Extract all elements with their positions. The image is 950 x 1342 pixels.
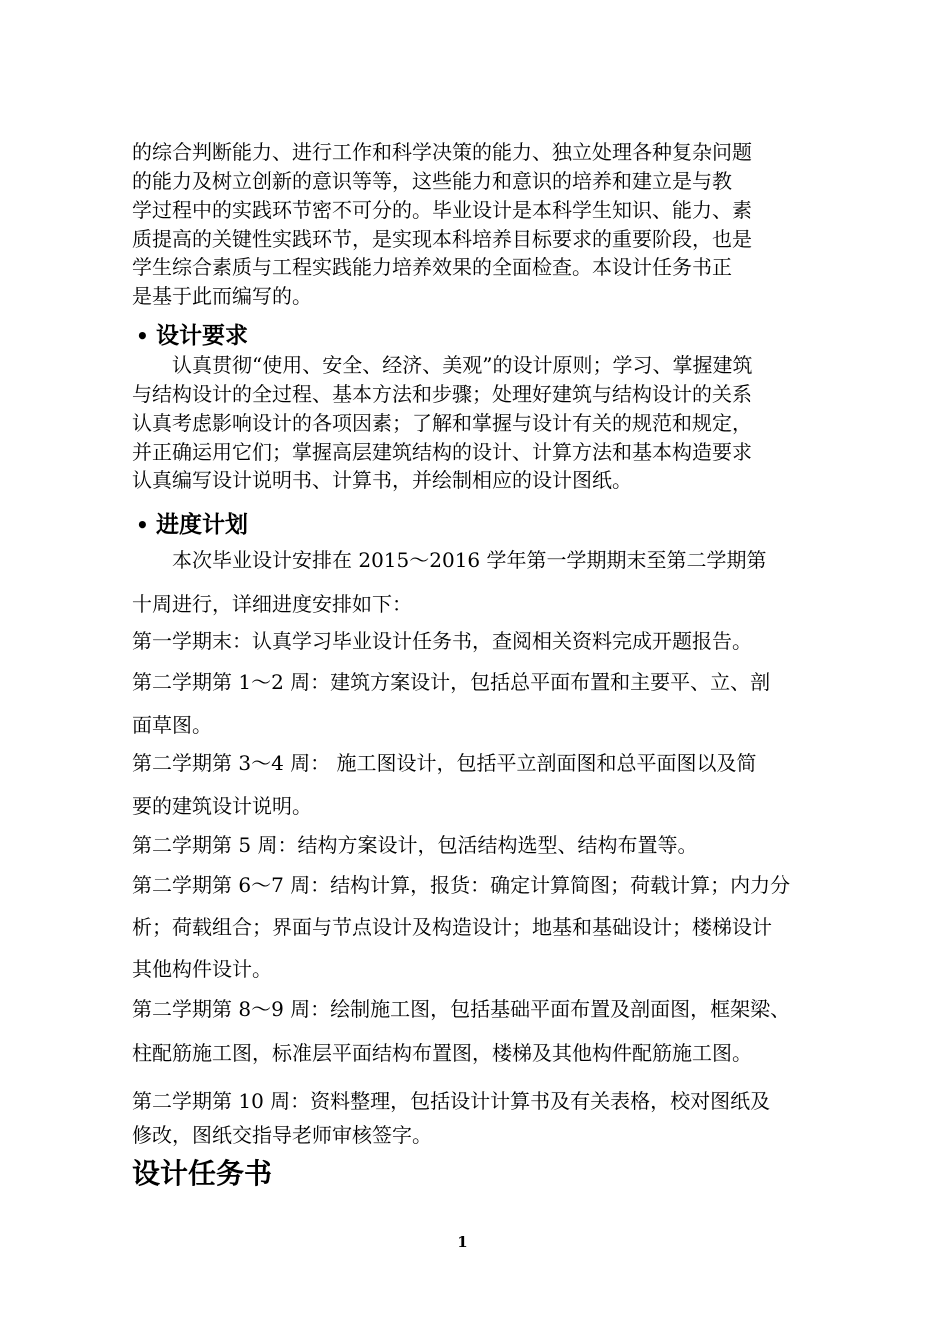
requirements-line-4: 并正确运用它们；掌握高层建筑结构的设计、计算方法和基本构造要求 bbox=[132, 440, 752, 464]
schedule-line-4: 第二学期第 1～2 周：建筑方案设计，包括总平面布置和主要平、立、剖 bbox=[132, 670, 771, 694]
intro-line-3: 学过程中的实践环节密不可分的。毕业设计是本科学生知识、能力、素 bbox=[132, 198, 752, 222]
requirements-line-5: 认真编写设计说明书、计算书，并绘制相应的设计图纸。 bbox=[132, 468, 632, 492]
schedule-line-5: 面草图。 bbox=[132, 713, 212, 737]
schedule-line-2: 十周进行，详细进度安排如下： bbox=[132, 592, 412, 616]
requirements-heading-text: 设计要求 bbox=[156, 323, 248, 349]
schedule-line-7: 要的建筑设计说明。 bbox=[132, 794, 312, 818]
intro-line-4: 质提高的关键性实践环节，是实现本科培养目标要求的重要阶段，也是 bbox=[132, 227, 752, 251]
schedule-line-11: 其他构件设计。 bbox=[132, 957, 272, 981]
intro-line-2: 的能力及树立创新的意识等等，这些能力和意识的培养和建立是与教 bbox=[132, 169, 732, 193]
task-book-heading: 设计任务书 bbox=[132, 1157, 273, 1190]
requirements-line-3: 认真考虑影响设计的各项因素；了解和掌握与设计有关的规范和规定， bbox=[132, 411, 752, 435]
schedule-heading-text: 进度计划 bbox=[156, 512, 248, 538]
schedule-line-9: 第二学期第 6～7 周：结构计算，报货：确定计算简图；荷载计算；内力分 bbox=[132, 873, 791, 897]
intro-line-6: 是基于此而编写的。 bbox=[132, 284, 312, 308]
intro-line-1: 的综合判断能力、进行工作和科学决策的能力、独立处理各种复杂问题 bbox=[132, 140, 752, 164]
intro-line-5: 学生综合素质与工程实践能力培养效果的全面检查。本设计任务书正 bbox=[132, 255, 732, 279]
schedule-line-10: 析；荷载组合；界面与节点设计及构造设计；地基和基础设计；楼梯设计 bbox=[132, 915, 772, 939]
schedule-line-12: 第二学期第 8～9 周：绘制施工图，包括基础平面布置及剖面图，框架梁、 bbox=[132, 997, 791, 1021]
schedule-line-1: 本次毕业设计安排在 2015～2016 学年第一学期期末至第二学期第 bbox=[172, 548, 767, 572]
schedule-line-6: 第二学期第 3～4 周： 施工图设计，包括平立剖面图和总平面图以及简 bbox=[132, 751, 757, 775]
schedule-line-8: 第二学期第 5 周：结构方案设计，包活结构选型、结构布置等。 bbox=[132, 833, 698, 857]
schedule-heading bbox=[136, 506, 248, 539]
schedule-line-15: 修改，图纸交指导老师审核签字。 bbox=[132, 1123, 432, 1147]
requirements-bullet: • bbox=[136, 324, 149, 348]
schedule-line-13: 柱配筋施工图，标准层平面结构布置图，楼梯及其他构件配筋施工图。 bbox=[132, 1041, 752, 1065]
requirements-line-2: 与结构设计的全过程、基本方法和步骤；处理好建筑与结构设计的关系 bbox=[132, 382, 752, 406]
page-number: 1 bbox=[457, 1233, 468, 1251]
requirements-heading bbox=[136, 317, 248, 350]
requirements-line-1: 认真贯彻“使用、安全、经济、美观”的设计原则；学习、掌握建筑 bbox=[172, 353, 753, 377]
schedule-line-14: 第二学期第 10 周：资料整理，包括设计计算书及有关表格，校对图纸及 bbox=[132, 1089, 771, 1113]
schedule-line-3: 第一学期末：认真学习毕业设计任务书，查阅相关资料完成开题报告。 bbox=[132, 629, 752, 653]
schedule-bullet: • bbox=[136, 513, 149, 537]
